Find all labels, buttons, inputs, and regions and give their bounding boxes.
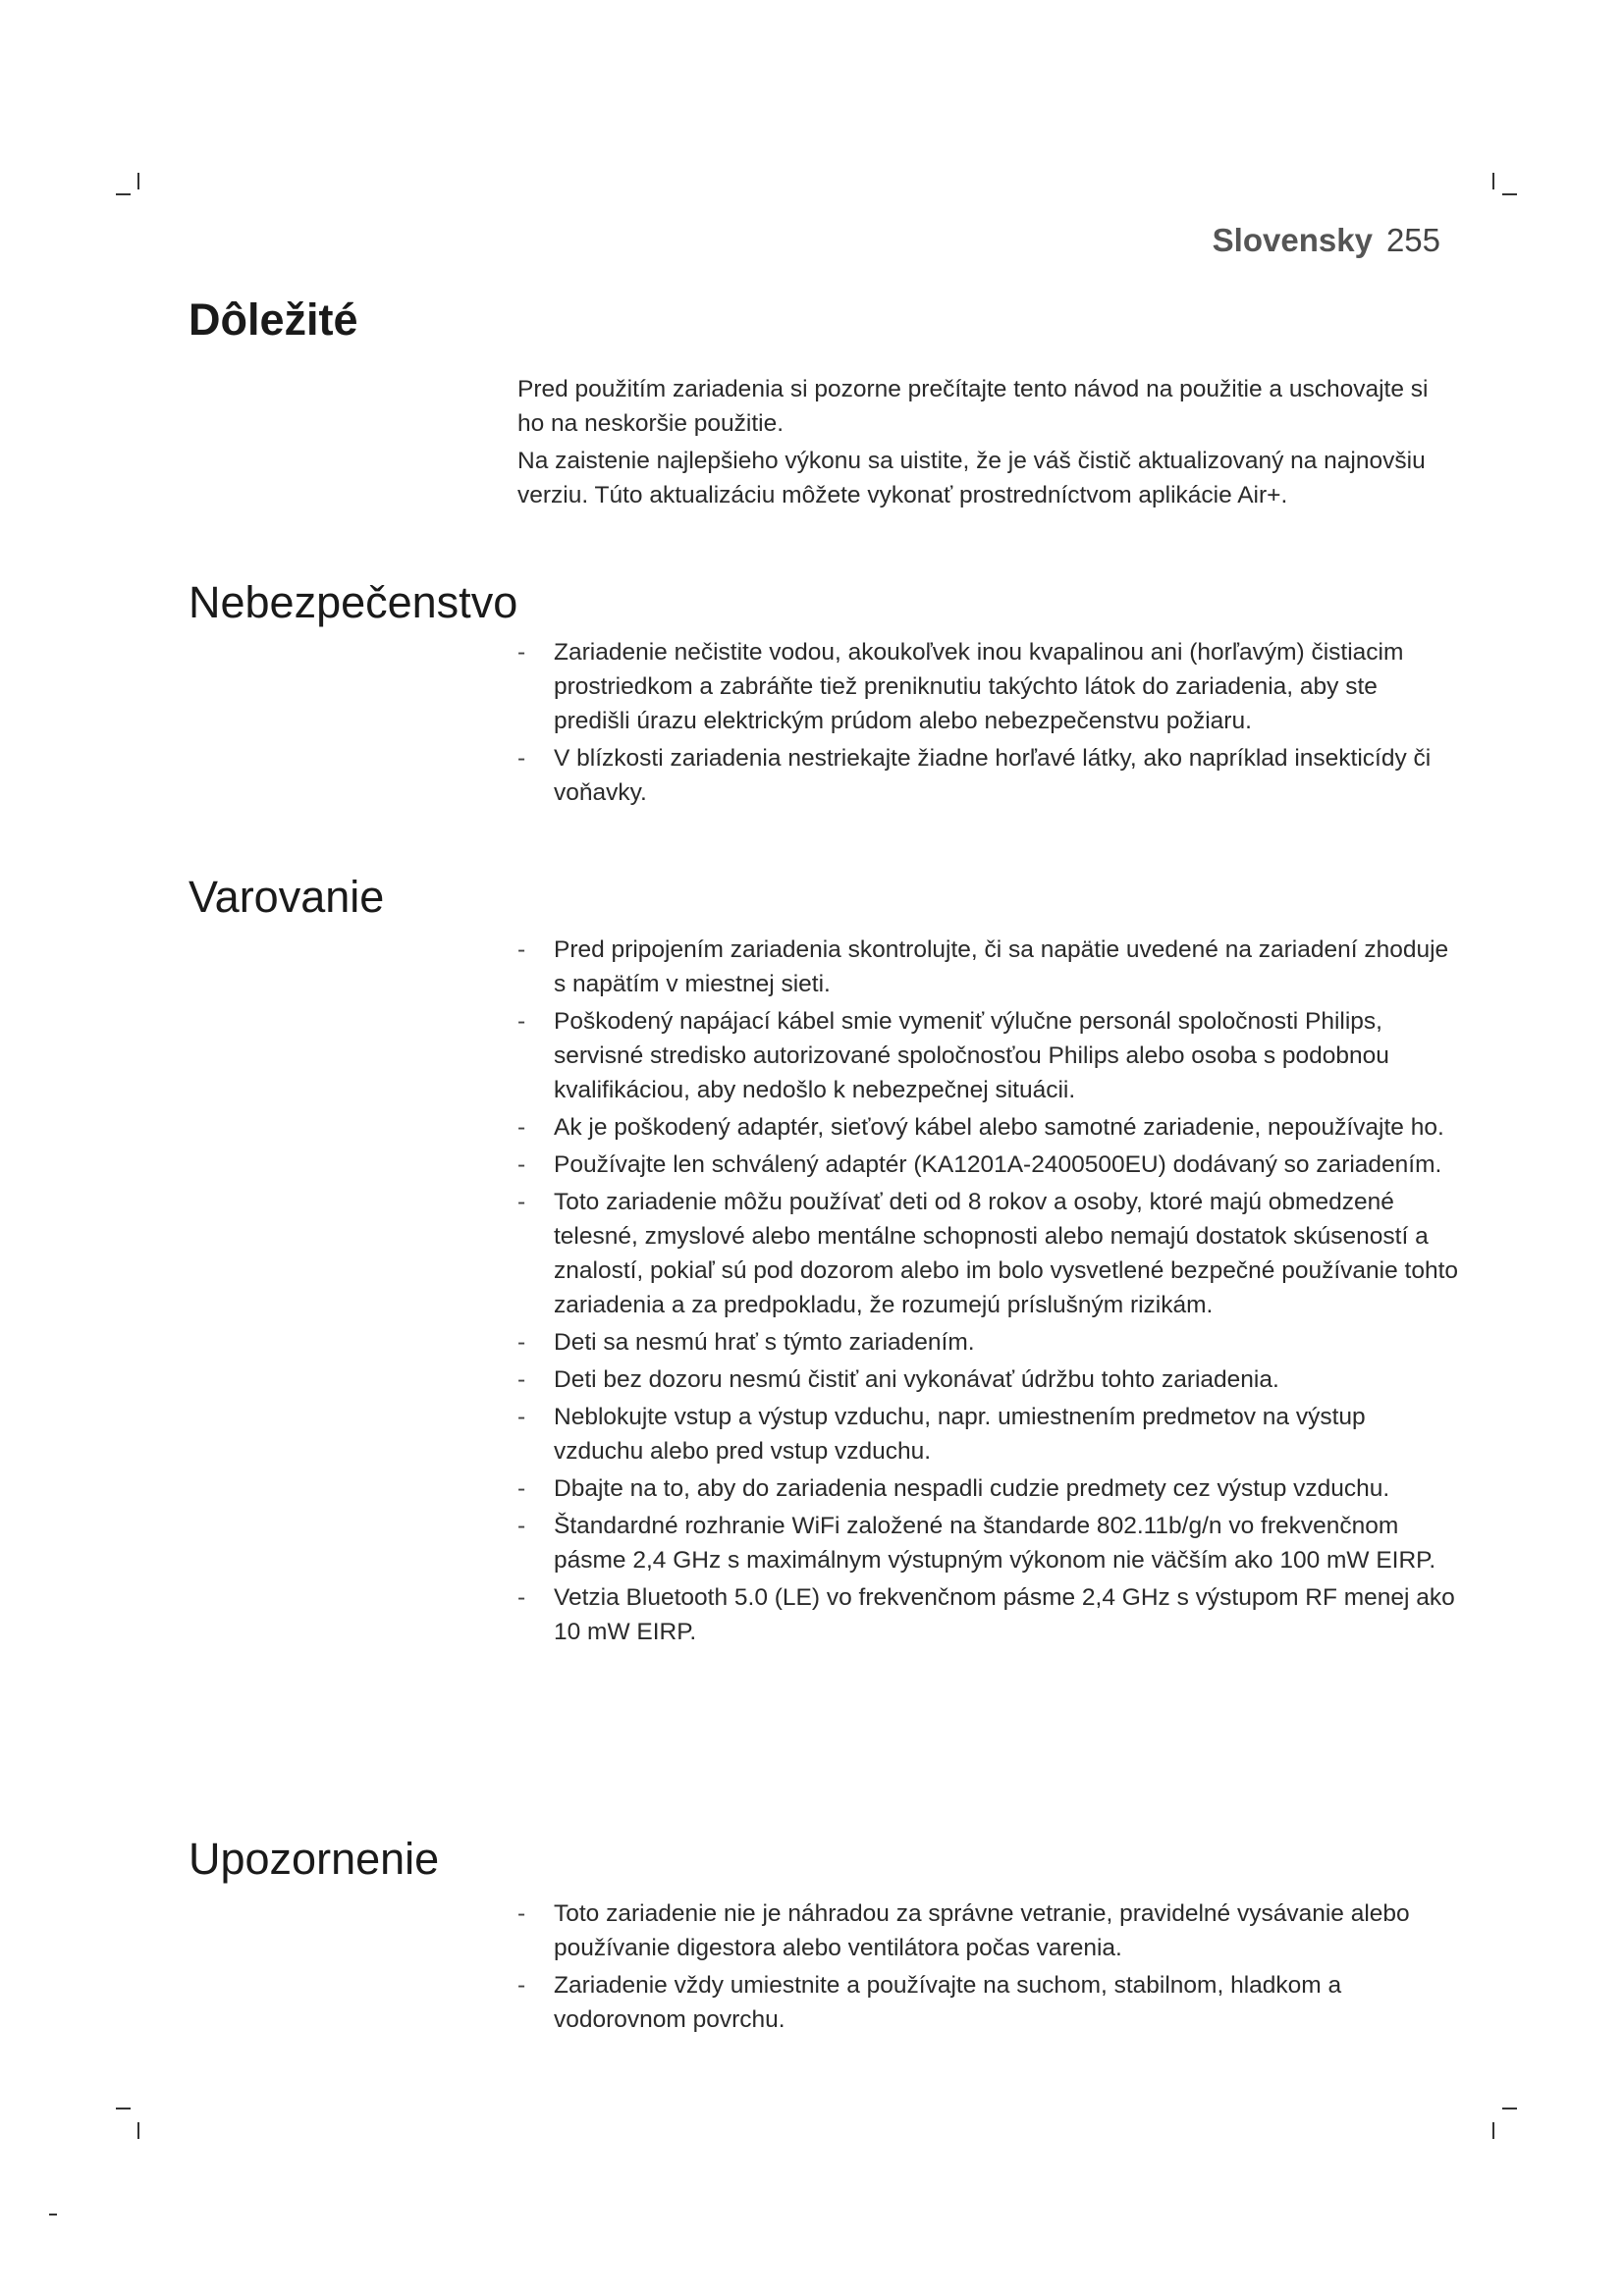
page-number: 255	[1385, 222, 1440, 258]
crop-mark-bottom-left-v	[137, 2122, 139, 2139]
list-item: - Toto zariadenie nie je náhradou za správne vetranie, pravidelné vysávanie alebo používanie digestora alebo ventilátora počas varenia.	[517, 1896, 1460, 1965]
bullet-dash: -	[517, 1584, 526, 1611]
section-title-warning: Varovanie	[189, 872, 385, 922]
list-item: - Dbajte na to, aby do zariadenia nespadli cudzie predmety cez výstup vzduchu.	[517, 1471, 1460, 1506]
bullet-dash: -	[517, 1404, 526, 1430]
list-item: - Vetzia Bluetooth 5.0 (LE) vo frekvenčnom pásme 2,4 GHz s výstupom RF menej ako 10 mW EIRP.	[517, 1580, 1460, 1649]
list-item: - Deti sa nesmú hrať s týmto zariadením.	[517, 1325, 1460, 1360]
crop-mark-bottom-right-v	[1492, 2122, 1494, 2139]
list-item: - Deti bez dozoru nesmú čistiť ani vykonávať údržbu tohto zariadenia.	[517, 1362, 1460, 1397]
bullet-dash: -	[517, 1900, 526, 1927]
bullet-dash: -	[517, 1475, 526, 1502]
crop-mark-top-left-v	[137, 173, 139, 189]
list-item: - V blízkosti zariadenia nestriekajte žiadne horľavé látky, ako napríklad insekticídy či voňavky.	[517, 741, 1460, 810]
bullet-dash: -	[517, 1329, 526, 1356]
bullet-dash: -	[517, 745, 526, 772]
bullet-dash: -	[517, 1366, 526, 1393]
caution-list	[517, 1896, 1460, 2040]
important-paragraph-1: Pred použitím zariadenia si pozorne prečítajte tento návod na použitie a uschovajte si ho na neskoršie použitie.	[517, 376, 1429, 437]
section-title-caution: Upozornenie	[189, 1834, 440, 1884]
bullet-dash: -	[517, 1151, 526, 1178]
important-paragraph-2: Na zaistenie najlepšieho výkonu sa uistite, že je váš čistič aktualizovaný na najnovšiu verziu. Túto aktualizáciu môžete vykonať prostredníctvom aplikácie Air+.	[517, 448, 1426, 508]
crop-mark-bottom-right-h	[1502, 2108, 1517, 2109]
warning-list	[517, 933, 1460, 1652]
list-item: - Pred pripojením zariadenia skontrolujte, či sa napätie uvedené na zariadení zhoduje s napätím v miestnej sieti.	[517, 933, 1460, 1001]
list-item: - Ak je poškodený adaptér, sieťový kábel alebo samotné zariadenie, nepoužívajte ho.	[517, 1110, 1460, 1145]
bullet-dash: -	[517, 1114, 526, 1141]
list-item: - Používajte len schválený adaptér (KA1201A-2400500EU) dodávaný so zariadením.	[517, 1148, 1460, 1182]
bullet-dash: -	[517, 936, 526, 963]
crop-mark-top-left-h	[116, 193, 131, 195]
crop-mark-bottom-left-h	[116, 2108, 131, 2109]
bullet-dash: -	[517, 1189, 526, 1215]
section-title-danger: Nebezpečenstvo	[189, 577, 518, 627]
danger-list	[517, 635, 1460, 813]
bullet-dash: -	[517, 1513, 526, 1539]
page-header	[1213, 222, 1440, 259]
list-item: - Poškodený napájací kábel smie vymeniť výlučne personál spoločnosti Philips, servisné stredisko autorizované spoločnosťou Philips alebo osoba s podobnou kvalifikáciou, aby nedošlo k nebezpečnej situácii.	[517, 1004, 1460, 1107]
bullet-dash: -	[517, 639, 526, 666]
language-label: Slovensky	[1212, 222, 1373, 258]
edge-mark-bottom-left	[49, 2214, 57, 2216]
list-item: - Zariadenie nečistite vodou, akoukoľvek inou kvapalinou ani (horľavým) čistiacim prostriedkom a zabráňte tiež preniknutiu takýchto látok do zariadenia, aby ste predišli úrazu elektrickým prúdom alebo nebezpečenstvu požiaru.	[517, 635, 1460, 738]
list-item: - Toto zariadenie môžu používať deti od 8 rokov a osoby, ktoré majú obmedzené telesné, zmyslové alebo mentálne schopnosti alebo nemajú dostatok skúseností a znalostí, pokiaľ sú pod dozorom alebo im bolo vysvetlené bezpečné používanie tohto zariadenia a za predpokladu, že rozumejú príslušným rizikám.	[517, 1185, 1460, 1322]
list-item: - Zariadenie vždy umiestnite a používajte na suchom, stabilnom, hladkom a vodorovnom povrchu.	[517, 1968, 1460, 2037]
bullet-dash: -	[517, 1008, 526, 1035]
list-item: - Neblokujte vstup a výstup vzduchu, napr. umiestnením predmetov na výstup vzduchu alebo pred vstup vzduchu.	[517, 1400, 1460, 1468]
bullet-dash: -	[517, 1972, 526, 1999]
crop-mark-top-right-h	[1502, 193, 1517, 195]
crop-mark-top-right-v	[1492, 173, 1494, 189]
section-title-important: Dôležité	[189, 294, 358, 345]
list-item: - Štandardné rozhranie WiFi založené na štandarde 802.11b/g/n vo frekvenčnom pásme 2,4 GHz s maximálnym výstupným výkonom nie väčším ako 100 mW EIRP.	[517, 1509, 1460, 1577]
